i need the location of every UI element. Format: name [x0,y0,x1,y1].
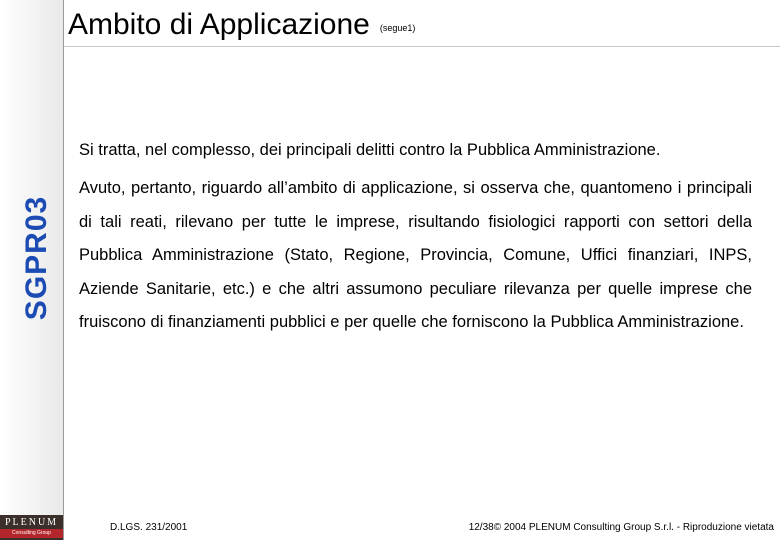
logo-tagline: Consulting Group [0,529,63,538]
title-text: Ambito di Applicazione [68,8,370,41]
left-sidebar [0,0,64,540]
body-paragraph: Avuto, pertanto, riguardo all’ambito di applicazione, si osserva che, quantomeno i principali di tali reati, rilevano per tutte le imprese, risultando fisiologici rapporti con settori della Pubblica Amministrazione (Stato, Regione, Provincia, Comune, Uffici finanziari, INPS, Aziende Sanitarie, etc.) e che altri assumono peculiare rilevanza per quelle imprese che fruiscono di finanziamenti pubblici e per quelle che forniscono la Pubblica Amministrazione. [79,179,752,331]
title-continuation-note: (segue1) [379,23,416,33]
document-code: SGPR03 [20,195,53,321]
footer-reference: D.LGS. 231/2001 [110,522,188,533]
page-title [68,8,415,42]
lead-paragraph: Si tratta, nel complesso, dei principali delitti contro la Pubblica Amministrazione. [79,141,661,159]
logo-wordmark: PLENUM [4,517,59,528]
title-divider [64,46,780,47]
footer-copyright: 12/38© 2004 PLENUM Consulting Group S.r.l. - Riproduzione vietata [468,522,774,533]
plenum-logo [0,515,63,540]
